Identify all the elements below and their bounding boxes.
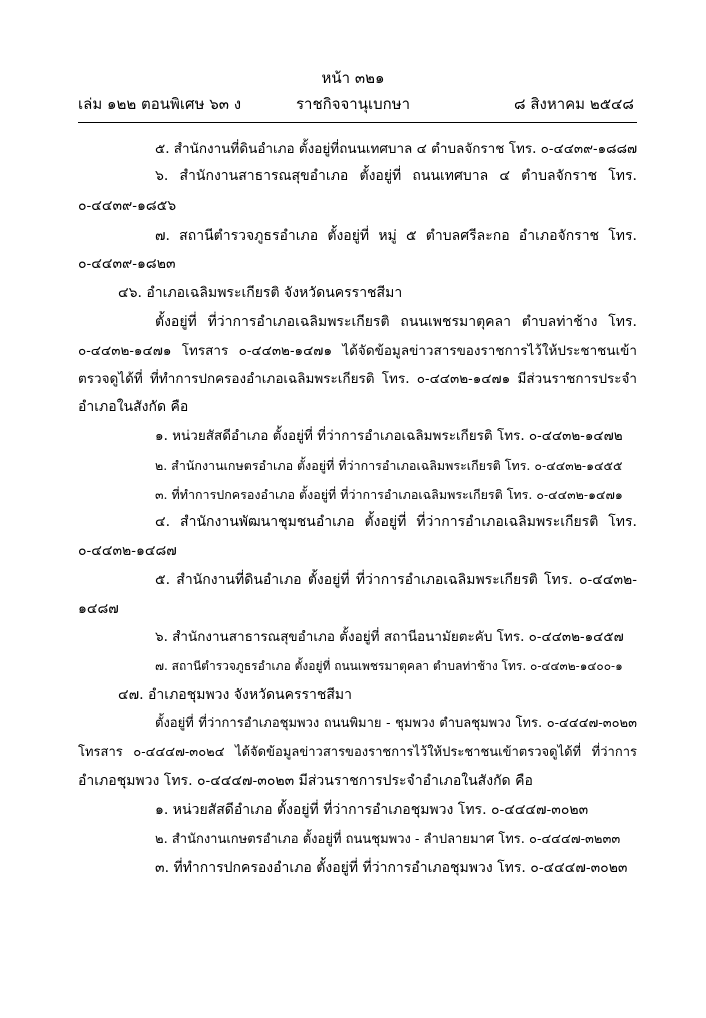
volume-issue: เล่ม ๑๒๒ ตอนพิเศษ ๖๓ ง [78, 95, 242, 113]
body-line: ๕. สำนักงานที่ดินอำเภอ ตั้งอยู่ที่ถนนเทศบาล ๔ ตำบลจักราช โทร. ๐-๔๔๓๙-๑๘๘๗ [155, 141, 638, 157]
body-line: ๔. สำนักงานพัฒนาชุมชนอำเภอ ตั้งอยู่ที่ ที่ว่าการอำเภอเฉลิมพระเกียรติ โทร. [155, 514, 637, 530]
body-line: อำเภอในสังกัด คือ [78, 399, 189, 415]
body-line: อำเภอชุมพวง โทร. ๐-๔๔๔๗-๓๐๒๓ มีส่วนราชการประจำอำเภอในสังกัด คือ [78, 773, 533, 789]
body-line: ๓. ที่ทำการปกครองอำเภอ ตั้งอยู่ที่ ที่ว่าการอำเภอชุมพวง โทร. ๐-๔๔๔๗-๓๐๒๓ [155, 860, 628, 876]
body-line: ๗. สถานีตำรวจภูธรอำเภอ ตั้งอยู่ที่ ถนนเพชรมาตุคลา ตำบลท่าช้าง โทร. ๐-๔๔๓๒-๑๔๐๐-๑ [155, 659, 623, 673]
body-line: ๐-๔๔๓๒-๑๔๘๗ [78, 543, 177, 559]
body-line: ๖. สำนักงานสาธารณสุขอำเภอ ตั้งอยู่ที่ ถนนเทศบาล ๔ ตำบลจักราช โทร. [155, 168, 637, 184]
body-line: ๑. หน่วยสัสดีอำเภอ ตั้งอยู่ที่ ที่ว่าการอำเภอเฉลิมพระเกียรติ โทร. ๐-๔๔๓๒-๑๔๗๒ [155, 428, 623, 444]
body-line: ๒. สำนักงานเกษตรอำเภอ ตั้งอยู่ที่ ที่ว่าการอำเภอเฉลิมพระเกียรติ โทร. ๐-๔๔๓๒-๑๔๕๕ [155, 458, 623, 473]
body-line: ๐-๔๔๓๙-๑๘๕๖ [78, 198, 177, 214]
publication-date: ๘ สิงหาคม ๒๕๔๘ [514, 95, 634, 113]
section-heading: ๔๗. อำเภอชุมพวง จังหวัดนครราชสีมา [118, 687, 353, 703]
body-line: ๐-๔๔๓๒-๑๔๗๑ โทรสาร ๐-๔๔๓๒-๑๔๗๑ ได้จัดข้อมูลข่าวสารของราชการไว้ให้ประชาชนเข้า [78, 343, 637, 359]
body-line: ตั้งอยู่ที่ ที่ว่าการอำเภอเฉลิมพระเกียรติ ถนนเพชรมาตุคลา ตำบลท่าช้าง โทร. [155, 314, 637, 330]
body-line: ๑. หน่วยสัสดีอำเภอ ตั้งอยู่ที่ ที่ว่าการอำเภอชุมพวง โทร. ๐-๔๔๔๗-๓๐๒๓ [155, 802, 589, 818]
body-line: ๕. สำนักงานที่ดินอำเภอ ตั้งอยู่ที่ ที่ว่าการอำเภอเฉลิมพระเกียรติ โทร. ๐-๔๔๓๒- [155, 572, 637, 588]
body-line: ๓. ที่ทำการปกครองอำเภอ ตั้งอยู่ที่ ที่ว่าการอำเภอเฉลิมพระเกียรติ โทร. ๐-๔๔๓๒-๑๔๗๑ [155, 487, 623, 502]
publication-title: ราชกิจจานุเบกษา [295, 95, 411, 113]
header-rule [78, 122, 637, 123]
body-line: ๑๔๘๗ [78, 601, 119, 617]
body-line: ตั้งอยู่ที่ ที่ว่าการอำเภอชุมพวง ถนนพิมาย - ชุมพวง ตำบลชุมพวง โทร. ๐-๔๔๔๗-๓๐๒๓ [155, 716, 637, 731]
body-line: ๒. สำนักงานเกษตรอำเภอ ตั้งอยู่ที่ ถนนชุมพวง - ลำปลายมาศ โทร. ๐-๔๔๔๗-๓๒๓๓ [155, 832, 621, 847]
body-line: ๖. สำนักงานสาธารณสุขอำเภอ ตั้งอยู่ที่ สถานีอนามัยตะคับ โทร. ๐-๔๔๓๒-๑๔๕๗ [155, 629, 624, 645]
section-heading: ๔๖. อำเภอเฉลิมพระเกียรติ จังหวัดนครราชสีมา [118, 285, 403, 301]
body-line: ๗. สถานีตำรวจภูธรอำเภอ ตั้งอยู่ที่ หมู่ ๕ ตำบลศรีละกอ อำเภอจักราช โทร. [155, 228, 637, 244]
page-number: หน้า ๓๒๑ [321, 69, 385, 87]
body-line: ๐-๔๔๓๙-๑๘๒๓ [78, 256, 176, 272]
body-line: โทรสาร ๐-๔๔๔๗-๓๐๒๔ ได้จัดข้อมูลข่าวสารของราชการไว้ให้ประชาชนเข้าตรวจดูได้ที่ ที่ว่าการ [78, 745, 637, 760]
body-line: ตรวจดูได้ที่ ที่ทำการปกครองอำเภอเฉลิมพระเกียรติ โทร. ๐-๔๔๓๒-๑๔๗๑ มีส่วนราชการประจำ [78, 371, 637, 387]
